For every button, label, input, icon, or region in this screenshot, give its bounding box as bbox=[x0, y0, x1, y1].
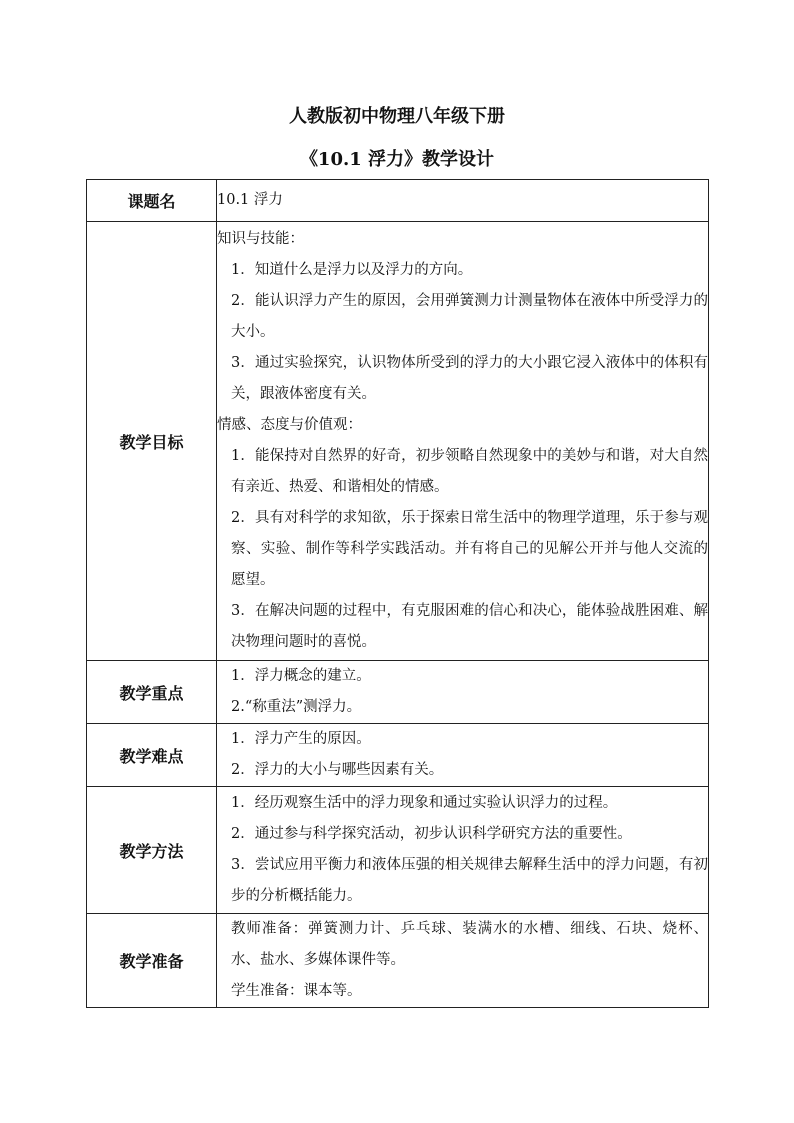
objectives-item: 1．能保持对自然界的好奇，初步领略自然现象中的美妙与和谐，对大自然有亲近、热爱、和谐相处的情感。 bbox=[231, 448, 708, 495]
topic-value: 10.1 浮力 bbox=[217, 180, 709, 222]
objectives-heading-knowledge: 知识与技能： bbox=[217, 231, 304, 247]
difficulties-item: 2．浮力的大小与哪些因素有关。 bbox=[231, 762, 444, 778]
key-points-item: 2.“称重法”测浮力。 bbox=[231, 699, 362, 715]
key-points-item: 1．浮力概念的建立。 bbox=[231, 668, 371, 684]
key-points-content bbox=[217, 661, 709, 724]
objectives-heading-attitude: 情感、态度与价值观： bbox=[217, 417, 362, 433]
table-row-key-points bbox=[87, 661, 709, 724]
table-row-preparation bbox=[87, 914, 709, 1008]
lesson-plan-table bbox=[86, 179, 709, 1008]
row-label-methods: 教学方法 bbox=[87, 787, 217, 914]
objectives-item: 2．具有对科学的求知欲，乐于探索日常生活中的物理学道理，乐于参与观察、实验、制作等科学实践活动。并有将自己的见解公开并与他人交流的愿望。 bbox=[231, 510, 708, 588]
table-row-difficulties bbox=[87, 724, 709, 787]
table-row-topic bbox=[87, 180, 709, 222]
row-label-difficulties: 教学难点 bbox=[87, 724, 217, 787]
methods-item: 2．通过参与科学探究活动，初步认识科学研究方法的重要性。 bbox=[231, 826, 632, 842]
document-subtitle: 《10.1 浮力》教学设计 bbox=[299, 149, 495, 170]
preparation-item: 教师准备：弹簧测力计、乒乓球、装满水的水槽、细线、石块、烧杯、水、盐水、多媒体课件等。 bbox=[231, 921, 708, 968]
difficulties-content bbox=[217, 724, 709, 787]
row-label-objectives: 教学目标 bbox=[87, 222, 217, 661]
preparation-item: 学生准备：课本等。 bbox=[231, 983, 362, 999]
methods-content bbox=[217, 787, 709, 914]
objectives-item: 3．通过实验探究，认识物体所受到的浮力的大小跟它浸入液体中的体积有关，跟液体密度有关。 bbox=[231, 355, 708, 402]
table-row-methods bbox=[87, 787, 709, 914]
objectives-item: 1．知道什么是浮力以及浮力的方向。 bbox=[231, 262, 473, 278]
row-label-topic: 课题名 bbox=[87, 180, 217, 222]
row-label-preparation: 教学准备 bbox=[87, 914, 217, 1008]
document-title: 人教版初中物理八年级下册 bbox=[289, 106, 505, 127]
objectives-item: 3．在解决问题的过程中，有克服困难的信心和决心，能体验战胜困难、解决物理问题时的喜悦。 bbox=[231, 603, 708, 650]
table-row-objectives bbox=[87, 222, 709, 661]
row-label-key-points: 教学重点 bbox=[87, 661, 217, 724]
difficulties-item: 1．浮力产生的原因。 bbox=[231, 731, 371, 747]
objectives-item: 2．能认识浮力产生的原因，会用弹簧测力计测量物体在液体中所受浮力的大小。 bbox=[231, 293, 708, 340]
preparation-content bbox=[217, 914, 709, 1008]
methods-item: 1．经历观察生活中的浮力现象和通过实验认识浮力的过程。 bbox=[231, 795, 618, 811]
methods-item: 3．尝试应用平衡力和液体压强的相关规律去解释生活中的浮力问题，有初步的分析概括能力。 bbox=[231, 857, 708, 904]
objectives-content bbox=[217, 222, 709, 661]
